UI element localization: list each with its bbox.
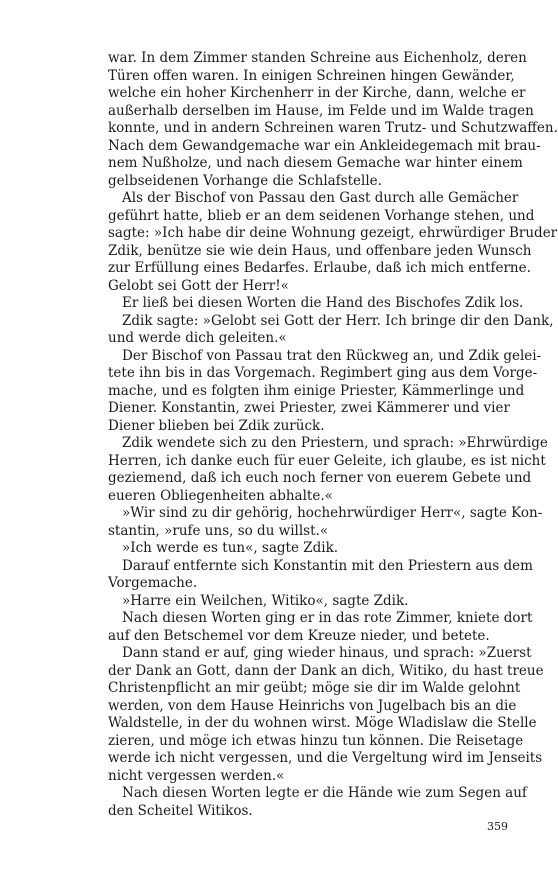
text-line: nem Nußholze, und nach diesem Gemache war hinter einem: [108, 155, 523, 171]
text-line: Vorgemache.: [108, 575, 198, 591]
text-line: Nach diesen Worten legte er die Hände wie zum Segen auf: [122, 785, 527, 801]
text-line: Türen offen waren. In einigen Schreinen hingen Gewänder,: [108, 67, 515, 84]
text-line: sagte: »Ich habe dir deine Wohnung gezeigt, ehrwürdiger Bruder: [108, 225, 558, 241]
text-line: Der Bischof von Passau trat den Rückweg an, und Zdik gelei-: [122, 347, 542, 364]
text-line: geziemend, daß ich euch noch ferner von euerem Gebete und: [108, 470, 532, 486]
text-line: geführt hatte, blieb er an dem seidenen Vorhange stehen, und: [108, 207, 535, 224]
text-line: zur Erfüllung eines Bedarfes. Erlaube, daß ich mich entferne.: [108, 260, 531, 276]
text-line: »Harre ein Weilchen, Witiko«, sagte Zdik.: [122, 592, 409, 609]
text-line: außerhalb derselben im Hause, im Felde und im Walde tragen: [108, 102, 534, 119]
text-line: Zdik, benütze sie wie dein Haus, und offenbare jeden Wunsch: [108, 242, 532, 259]
text-line: tete ihn bis in das Vorgemach. Regimbert ging aus dem Vorge-: [108, 365, 538, 381]
text-line: welche ein hoher Kirchenherr in der Kirche, dann, welche er: [108, 85, 526, 101]
text-line: werde ich nicht vergessen, und die Vergeltung wird im Jenseits: [108, 750, 543, 766]
text-line: zieren, und möge ich etwas hinzu tun können. Die Reisetage: [108, 732, 524, 749]
page-number: 359: [487, 820, 508, 833]
text-line: Waldstelle, in der du wohnen wirst. Möge Wladislaw die Stelle: [108, 715, 537, 731]
text-line: Zdik sagte: »Gelobt sei Gott der Herr. Ich bringe dir den Dank,: [122, 312, 554, 329]
text-line: »Wir sind zu dir gehörig, hochehrwürdiger Herr«, sagte Kon-: [122, 505, 543, 521]
body-text: [108, 50, 558, 820]
text-line: den Scheitel Witikos.: [108, 802, 253, 819]
text-line: Herren, ich danke euch für euer Geleite, ich glaube, es ist nicht: [108, 452, 546, 469]
text-line: und werde dich geleiten.«: [108, 330, 287, 346]
text-line: war. In dem Zimmer standen Schreine aus Eichenholz, deren: [108, 50, 527, 66]
text-line: konnte, und in andern Schreinen waren Trutz- und Schutzwaffen.: [108, 120, 558, 136]
text-line: auf den Betschemel vor dem Kreuze nieder, und betete.: [108, 627, 490, 644]
text-line: Darauf entfernte sich Konstantin mit den Priestern aus dem: [122, 557, 533, 574]
text-line: »Ich werde es tun«, sagte Zdik.: [122, 540, 339, 556]
text-line: stantin, »rufe uns, so du willst.«: [108, 522, 329, 539]
text-line: Er ließ bei diesen Worten die Hand des Bischofes Zdik los.: [122, 295, 524, 311]
text-line: Zdik wendete sich zu den Priestern, und sprach: »Ehrwürdige: [122, 435, 548, 451]
text-line: Nach diesen Worten ging er in das rote Zimmer, kniete dort: [122, 610, 533, 626]
text-line: Christenpflicht an mir geübt; möge sie dir im Walde gelohnt: [108, 680, 521, 696]
text-line: der Dank an Gott, dann der Dank an dich, Witiko, du hast treue: [108, 662, 544, 679]
text-line: Diener. Konstantin, zwei Priester, zwei Kämmerer und vier: [108, 400, 510, 416]
text-line: Diener blieben bei Zdik zurück.: [108, 417, 325, 434]
text-line: mache, und es folgten ihm einige Priester, Kämmerlinge und: [108, 382, 525, 399]
text-line: eueren Obliegenheiten abhalte.«: [108, 487, 333, 504]
text-line: Dann stand er auf, ging wieder hinaus, und sprach: »Zuerst: [122, 645, 532, 661]
text-line: werden, von dem Hause Heinrichs von Jugelbach bis an die: [108, 697, 517, 714]
text-line: Nach dem Gewandgemache war ein Ankleidegemach mit brau-: [108, 137, 541, 154]
text-line: gelbseidenen Vorhange die Schlafstelle.: [108, 172, 382, 189]
text-line: Gelobt sei Gott der Herr!«: [108, 277, 289, 294]
text-line: Als der Bischof von Passau den Gast durch alle Gemächer: [122, 190, 519, 206]
text-line: nicht vergessen werden.«: [108, 767, 285, 784]
